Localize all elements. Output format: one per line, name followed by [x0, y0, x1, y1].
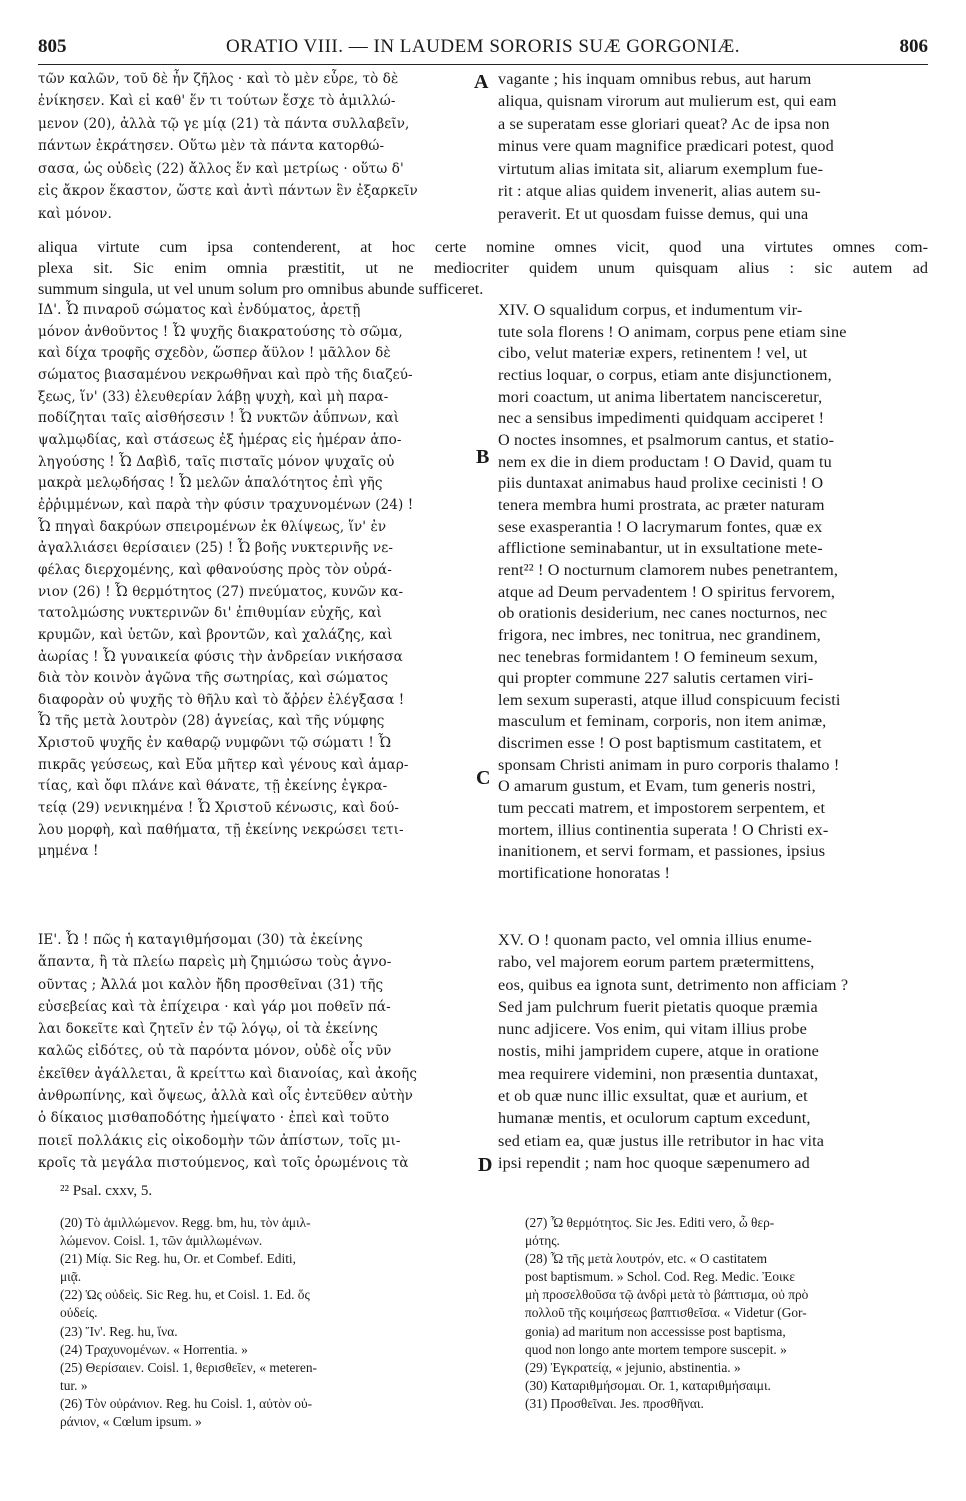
latin-text-line: eos, quibus ea ignota sunt, detrimento non afficiam ? — [498, 975, 849, 994]
latin-text-line: piis duntaxat animabus haud prolixe cecinisti ! O — [498, 474, 824, 493]
note-line: (27) Ὦ θερμότητος. Sic Jes. Editi vero, ὦ θερ- — [525, 1215, 775, 1230]
greek-text-line: μενον (20), ἀλλὰ τῷ γε μίᾳ (21) τὰ πάντα συλλαβεῖν, — [38, 115, 410, 132]
note-line: (26) Τὸν οὐράνιον. Reg. hu Coisl. 1, αὐτὸν οὐ- — [60, 1395, 313, 1411]
greek-text-line: κρυμῶν, καὶ ὑετῶν, καὶ βροντῶν, καὶ χαλάζης, καὶ — [38, 626, 393, 643]
note-line: ράνιον, « Cœlum ipsum. » — [60, 1414, 202, 1430]
note-line: (25) Θερίσαιεν. Coisl. 1, θερισθεῖεν, « meteren- — [60, 1359, 317, 1375]
note-line: post baptismum. » Schol. Cod. Reg. Medic. Ἐοικε — [525, 1269, 795, 1285]
margin-marker-d: D — [478, 1154, 493, 1176]
greek-text-line: ποδίζηται ταῖς αἰσθήσεσιν ! Ὦ νυκτῶν ἀΰπνων, καὶ — [38, 410, 400, 427]
latin-text-line: virtutum alias imitata sit, aliarum exemplum fue- — [498, 159, 824, 178]
note-line: μὴ προσελθοῦσα τῷ ἀνδρὶ μετὰ τὸ βάπτισμα, οὐ πρὸ — [525, 1287, 809, 1303]
latin-text-line: a se superatam esse gloriari queat? Ac de ipsa non — [498, 114, 830, 133]
latin-text-line: XIV. O squalidum corpus, et indumentum vir- — [498, 301, 803, 319]
latin-text-line: Sed jam pulchrum fuerit pietatis quoque præmia — [498, 997, 818, 1016]
greek-text-line: τῶν καλῶν, τοῦ δὲ ἦν ζῆλος · καὶ τὸ μὲν εὗρε, τὸ δὲ — [38, 71, 399, 87]
latin-text-line: XV. O ! quonam pacto, vel omnia illius enume- — [498, 931, 812, 949]
greek-text-line: ἐῤῥιμμένων, καὶ παρὰ τὴν φύσιν τραχυνομένων (24) ! — [38, 496, 414, 513]
greek-text-line: Ὦ τῆς μετὰ λουτρὸν (28) ἁγνείας, καὶ τῆς νύμφης — [38, 713, 385, 730]
latin-text-line: nec a sensibus impedimenti quidquam acciperet ! — [498, 409, 825, 428]
greek-text-line: ἅπαντα, ἢ τὰ πλείω παρεὶς μὴ ζημιώσω τοὺς ἀγνο- — [38, 954, 392, 971]
latin-text-line: plexa sit. Sic enim omnia præstitit, ut ne mediocriter quidem unum quisquam alius : sic autem ad — [38, 259, 928, 277]
greek-text-line: πάντων ἐκράτησεν. Οὕτω μὲν τὰ πάντα κατορθώ- — [38, 138, 385, 155]
latin-text-line: nunc adjicere. Vos enim, qui vitam illius probe — [498, 1020, 808, 1039]
latin-text-line: aliqua virtute cum ipsa contenderent, at hoc certe nomine omnes vicit, quod una virtutes omnes com- — [38, 238, 928, 256]
greek-text-line: εἰς ἄκρον ἕκαστον, ὥστε καὶ ἀντὶ πάντων ἓν ἐξαρκεῖν — [38, 183, 418, 200]
latin-text-line: nem ex die in diem productam ! O David, quam tu — [498, 452, 832, 471]
note-line: (22) Ὡς οὐδεὶς. Sic Reg. hu, et Coisl. 1. Ed. ὅς — [60, 1287, 310, 1303]
latin-text-line: mea requirere videmini, non præsentia duntaxat, — [498, 1064, 819, 1083]
latin-text-line: sponsam Christi animam in puro corporis thalamo ! — [498, 755, 840, 774]
latin-text-line: minus vere quam magnifice prædicari potest, quod — [498, 137, 834, 156]
scripture-footnote: ²² Psal. cxxv, 5. — [60, 1183, 153, 1199]
latin-text-line: nostis, mihi jampridem cupere, atque in oratione — [498, 1042, 819, 1061]
greek-text-line: καὶ μόνον. — [38, 205, 112, 222]
greek-text-line: μόνον ἀνθοῦντος ! Ὦ ψυχῆς διακρατούσης τὸ σῶμα, — [38, 323, 403, 340]
page-number-right: 806 — [899, 36, 928, 57]
latin-text-line: inanitionem, et servi formam, et passiones, ipsius — [498, 842, 826, 861]
greek-text-line: ὁ δίκαιος μισθαποδότης ἠμείψατο · ἐπεὶ καὶ τοῦτο — [38, 1110, 390, 1127]
note-line: μιᾷ. — [60, 1269, 82, 1285]
latin-text-line: tenera membra humi prostrata, ac præter naturam — [498, 495, 825, 514]
greek-text-line: ληγούσης ! Ὦ Δαβὶδ, ταῖς πισταῖς μόνον ψυχαῖς οὐ — [38, 453, 395, 470]
greek-text-line: λου μορφὴ, καὶ παθήματα, τῇ ἐκείνης νεκρώσει τετι- — [38, 821, 404, 838]
greek-text-line: λαι δοκεῖτε καὶ ζητεῖν ἐν τῷ λόγῳ, οἱ τὰ ἐκείνης — [38, 1021, 378, 1038]
margin-marker-a: A — [474, 71, 489, 93]
page-header — [38, 36, 928, 64]
greek-text-line: ἐνίκησεν. Καὶ εἰ καθ' ἕν τι τούτων ἔσχε τὸ ἁμιλλώ- — [38, 93, 396, 110]
latin-text-line: vagante ; his inquam omnibus rebus, aut harum — [498, 70, 812, 88]
greek-text-line: μακρὰ μελῳδήσας ! Ὦ μελῶν ἁπαλότητος ἐπὶ γῆς — [38, 475, 383, 492]
note-line: (20) Τὸ ἁμιλλώμενον. Regg. bm, hu, τὸν ἁμιλ- — [60, 1215, 311, 1230]
note-line: tur. » — [60, 1377, 88, 1393]
latin-column-top — [498, 68, 928, 225]
latin-column-section-15 — [498, 929, 928, 1174]
note-line: (30) Καταριθμήσομαι. Or. 1, καταριθμήσαιμι. — [525, 1377, 771, 1393]
greek-text-line: εὐσεβείας καὶ τὰ ἐπίχειρα · καὶ γάρ μοι ποθεῖν πά- — [38, 998, 391, 1015]
greek-text-line: κροῖς τὰ μεγάλα πιστούμενος, καὶ τοῖς ὁρωμένοις τὰ — [38, 1154, 409, 1171]
greek-text-line: ἀγαλλιάσει θερίσαιεν (25) ! Ὦ βοῆς νυκτερινῆς νε- — [38, 540, 393, 557]
latin-text-line: ipsi rependit ; nam hoc quoque sæpenumero ad — [498, 1153, 810, 1172]
greek-text-line: ἐκεῖθεν ἀγάλλεται, ἃ κρείττω καὶ διανοίας, καὶ ἀκοῆς — [38, 1065, 417, 1082]
greek-text-line: ψαλμῳδίας, καὶ στάσεως ἐξ ἡμέρας εἰς ἡμέραν ἀπο- — [38, 431, 402, 448]
greek-column-section-14 — [38, 300, 473, 863]
latin-text-line: peraverit. Et ut quosdam fuisse demus, qui una — [498, 204, 809, 223]
greek-text-line: τείᾳ (29) νενικημένα ! Ὦ Χριστοῦ κένωσις, καὶ δού- — [38, 800, 400, 817]
greek-text-line: ἀωρίας ! Ὦ γυναικεία φύσις τὴν ἀνδρείαν νικήσασα — [38, 648, 403, 665]
latin-text-line: qui propter commune 227 salutis certamen viri- — [498, 669, 814, 688]
latin-text-line: aliqua, quisnam virorum aut mulierum est, qui eam — [498, 92, 837, 111]
greek-text-line: ΙΔ'. Ὦ πιναροῦ σώματος καὶ ἐνδύματος, ἀρετῇ — [38, 302, 361, 318]
latin-text-line: discrimen esse ! O post baptismum castitatem, et — [498, 734, 822, 753]
critical-notes-left — [60, 1214, 480, 1431]
latin-text-line: humanæ mentis, et oculorum captum excedunt, — [498, 1109, 811, 1128]
note-line: quod non longo ante mortem tempore suscepit. » — [525, 1341, 787, 1357]
latin-text-line: cibo, velut materiæ expers, retinentem ! vel, ut — [498, 344, 808, 363]
latin-text-line: O noctes insomnes, et psalmorum cantus, et statio- — [498, 430, 835, 449]
greek-text-line: Χριστοῦ ψυχῆς ἐν καθαρῷ νυμφῶνι τῷ σώματι ! Ὦ — [38, 735, 392, 752]
greek-text-line: ποιεῖ πολλάκις εἰς οἰκοδομὴν τῶν ἀπίστων, τοῖς μι- — [38, 1132, 401, 1149]
note-line: (31) Προσθεῖναι. Jes. προσθῆναι. — [525, 1395, 704, 1411]
latin-text-line: atque ad Deum pervadentem ! O spiritus fervorem, — [498, 582, 836, 601]
note-line: (21) Μίᾳ. Sic Reg. hu, Or. et Combef. Editi, — [60, 1251, 297, 1267]
greek-text-line: Ὦ πηγαὶ δακρύων σπειρομένων ἐκ θλίψεως, ἵν' ἐν — [38, 518, 387, 535]
note-line: μότης. — [525, 1233, 560, 1249]
latin-text-line: mori coactum, ut anima libertatem nancisceretur, — [498, 387, 823, 406]
latin-text-line: sed etiam ea, quæ justus ille retributor in hac vita — [498, 1131, 825, 1150]
latin-text-line: nec tenebras formidantem ! O femineum sexum, — [498, 647, 818, 666]
greek-text-line: πικρᾶς γεύσεως, καὶ Εὔα μῆτερ καὶ γένους καὶ ἁμαρ- — [38, 756, 409, 773]
latin-text-line: masculum et feminam, corporis, non item animæ, — [498, 712, 827, 731]
greek-text-line: διαφορὰν οὐ ψυχῆς τὸ θῆλυ καὶ τὸ ἄῤῥεν ἐλέγξασα ! — [38, 691, 405, 708]
latin-column-section-14 — [498, 300, 928, 885]
note-line: λώμενον. Coisl. 1, τῶν ἁμιλλωμένων. — [60, 1233, 263, 1249]
greek-text-line: σασα, ὡς οὐδεὶς (22) ἄλλος ἕν καὶ μετρίως · οὕτω δ' — [38, 160, 404, 177]
greek-text-line: μημένα ! — [38, 843, 99, 860]
greek-text-line: ξεως, ἵν' (33) ἐλευθερίαν λάβῃ ψυχὴ, καὶ μὴ παρα- — [38, 388, 389, 405]
latin-text-line: tute sola florens ! O animam, corpus pene etiam sine — [498, 322, 847, 341]
latin-text-line: O amarum gustum, et Evam, tum generis nostri, — [498, 777, 816, 796]
greek-column-top — [38, 68, 473, 225]
greek-text-line: φέλας διερχομένης, καὶ φθανούσης πρὸς τὸν οὐρά- — [38, 561, 392, 578]
greek-text-line: ἀνθρωπίνης, καὶ ὄψεως, ἀλλὰ καὶ οἷς ἐντεῦθεν αὐτὴν — [38, 1088, 413, 1105]
greek-text-line: καὶ δίχα τροφῆς σχεδὸν, ὥσπερ ἄϋλον ! μᾶλλον δὲ — [38, 345, 391, 362]
latin-text-line: lem sexum superasti, atque illud conspicuum fecisti — [498, 690, 841, 709]
latin-text-line: rectius loquar, o corpus, etiam ante disjunctionem, — [498, 365, 832, 384]
note-line: (29) Ἐγκρατείᾳ, « jejunio, abstinentia. » — [525, 1359, 741, 1375]
latin-text-line: et ob quæ nunc illic exsultat, quæ et aurium, et — [498, 1087, 808, 1106]
latin-text-line: rit : atque alias quidem invenerit, alias autem su- — [498, 182, 821, 201]
margin-marker-b: B — [476, 446, 490, 468]
latin-text-line: rabo, vel majorem eorum partem prætermittens, — [498, 953, 815, 972]
latin-text-line: afflictione seminabantur, ut in exsultatione mete- — [498, 539, 823, 558]
greek-text-line: οῦντας ; Ἀλλά μοι καλὸν ἤδη προσθεῖναι (31) τῆς — [38, 976, 384, 993]
header-rule — [38, 64, 928, 65]
latin-text-line: frigora, nec imbres, nec tonitrua, nec grandinem, — [498, 625, 821, 644]
running-title: ORATIO VIII. — IN LAUDEM SORORIS SUÆ GORGONIÆ. — [225, 36, 741, 57]
latin-full-width-paragraph — [38, 237, 928, 300]
greek-text-line: διὰ τὸν κοινὸν ἀγῶνα τῆς σωτηρίας, καὶ σώματος — [38, 670, 389, 687]
note-line: οὐδείς. — [60, 1305, 98, 1321]
latin-text-line: mortem, illius continentia superata ! O Christi ex- — [498, 820, 829, 839]
latin-text-line: summum singula, ut vel unum solum pro omnibus abunde sufficeret. — [38, 280, 484, 298]
note-line: (24) Τραχυνομένων. « Horrentia. » — [60, 1341, 248, 1357]
greek-text-line: ΙΕ'. Ὦ ! πῶς ἡ καταγιθμήσομαι (30) τὰ ἐκείνης — [38, 932, 363, 948]
note-line: πολλοῦ τῆς κοιμήσεως βαπτισθεῖσα. « Videtur (Gor- — [525, 1305, 807, 1321]
note-line: (28) Ὦ τῆς μετὰ λουτρόν, etc. « O castitatem — [525, 1251, 767, 1267]
greek-text-line: νιον (26) ! Ὦ θερμότητος (27) πνεύματος, κυνῶν κα- — [38, 583, 404, 600]
greek-text-line: σώματος βιασαμένου νεκρωθῆναι καὶ πρὸ τῆς διαζεύ- — [38, 366, 413, 383]
greek-column-section-15 — [38, 929, 473, 1174]
note-line: gonia) ad maritum non accessisse post baptisma, — [525, 1323, 786, 1339]
greek-text-line: καλῶς εἰδότες, οὐ τὰ παρόντα μόνον, οὐδὲ οἷς νῦν — [38, 1043, 392, 1060]
note-line: (23) Ἵν'. Reg. hu, ἵνα. — [60, 1323, 178, 1339]
latin-text-line: ob orationis desiderium, nec canes nocturnos, nec — [498, 604, 828, 623]
latin-text-line: sese exasperantia ! O lacrymarum fontes, quæ ex — [498, 517, 823, 536]
margin-marker-c: C — [476, 767, 491, 789]
greek-text-line: τατολμώσης νυκτερινῶν δι' ἐπιθυμίαν εὐχῆς, καὶ — [38, 605, 382, 622]
greek-text-line: τίας, καὶ ὄφι πλάνε καὶ θάνατε, τῇ ἐκείνης ἐγκρα- — [38, 778, 388, 795]
latin-text-line: mortificatione honoratas ! — [498, 864, 671, 883]
page-number-left: 805 — [38, 36, 67, 57]
latin-text-line: rent²² ! O nocturnum clamorem nubes penetrantem, — [498, 560, 839, 579]
critical-notes-right — [525, 1214, 935, 1413]
latin-text-line: tum peccati matrem, et impostorem serpentem, et — [498, 799, 826, 818]
